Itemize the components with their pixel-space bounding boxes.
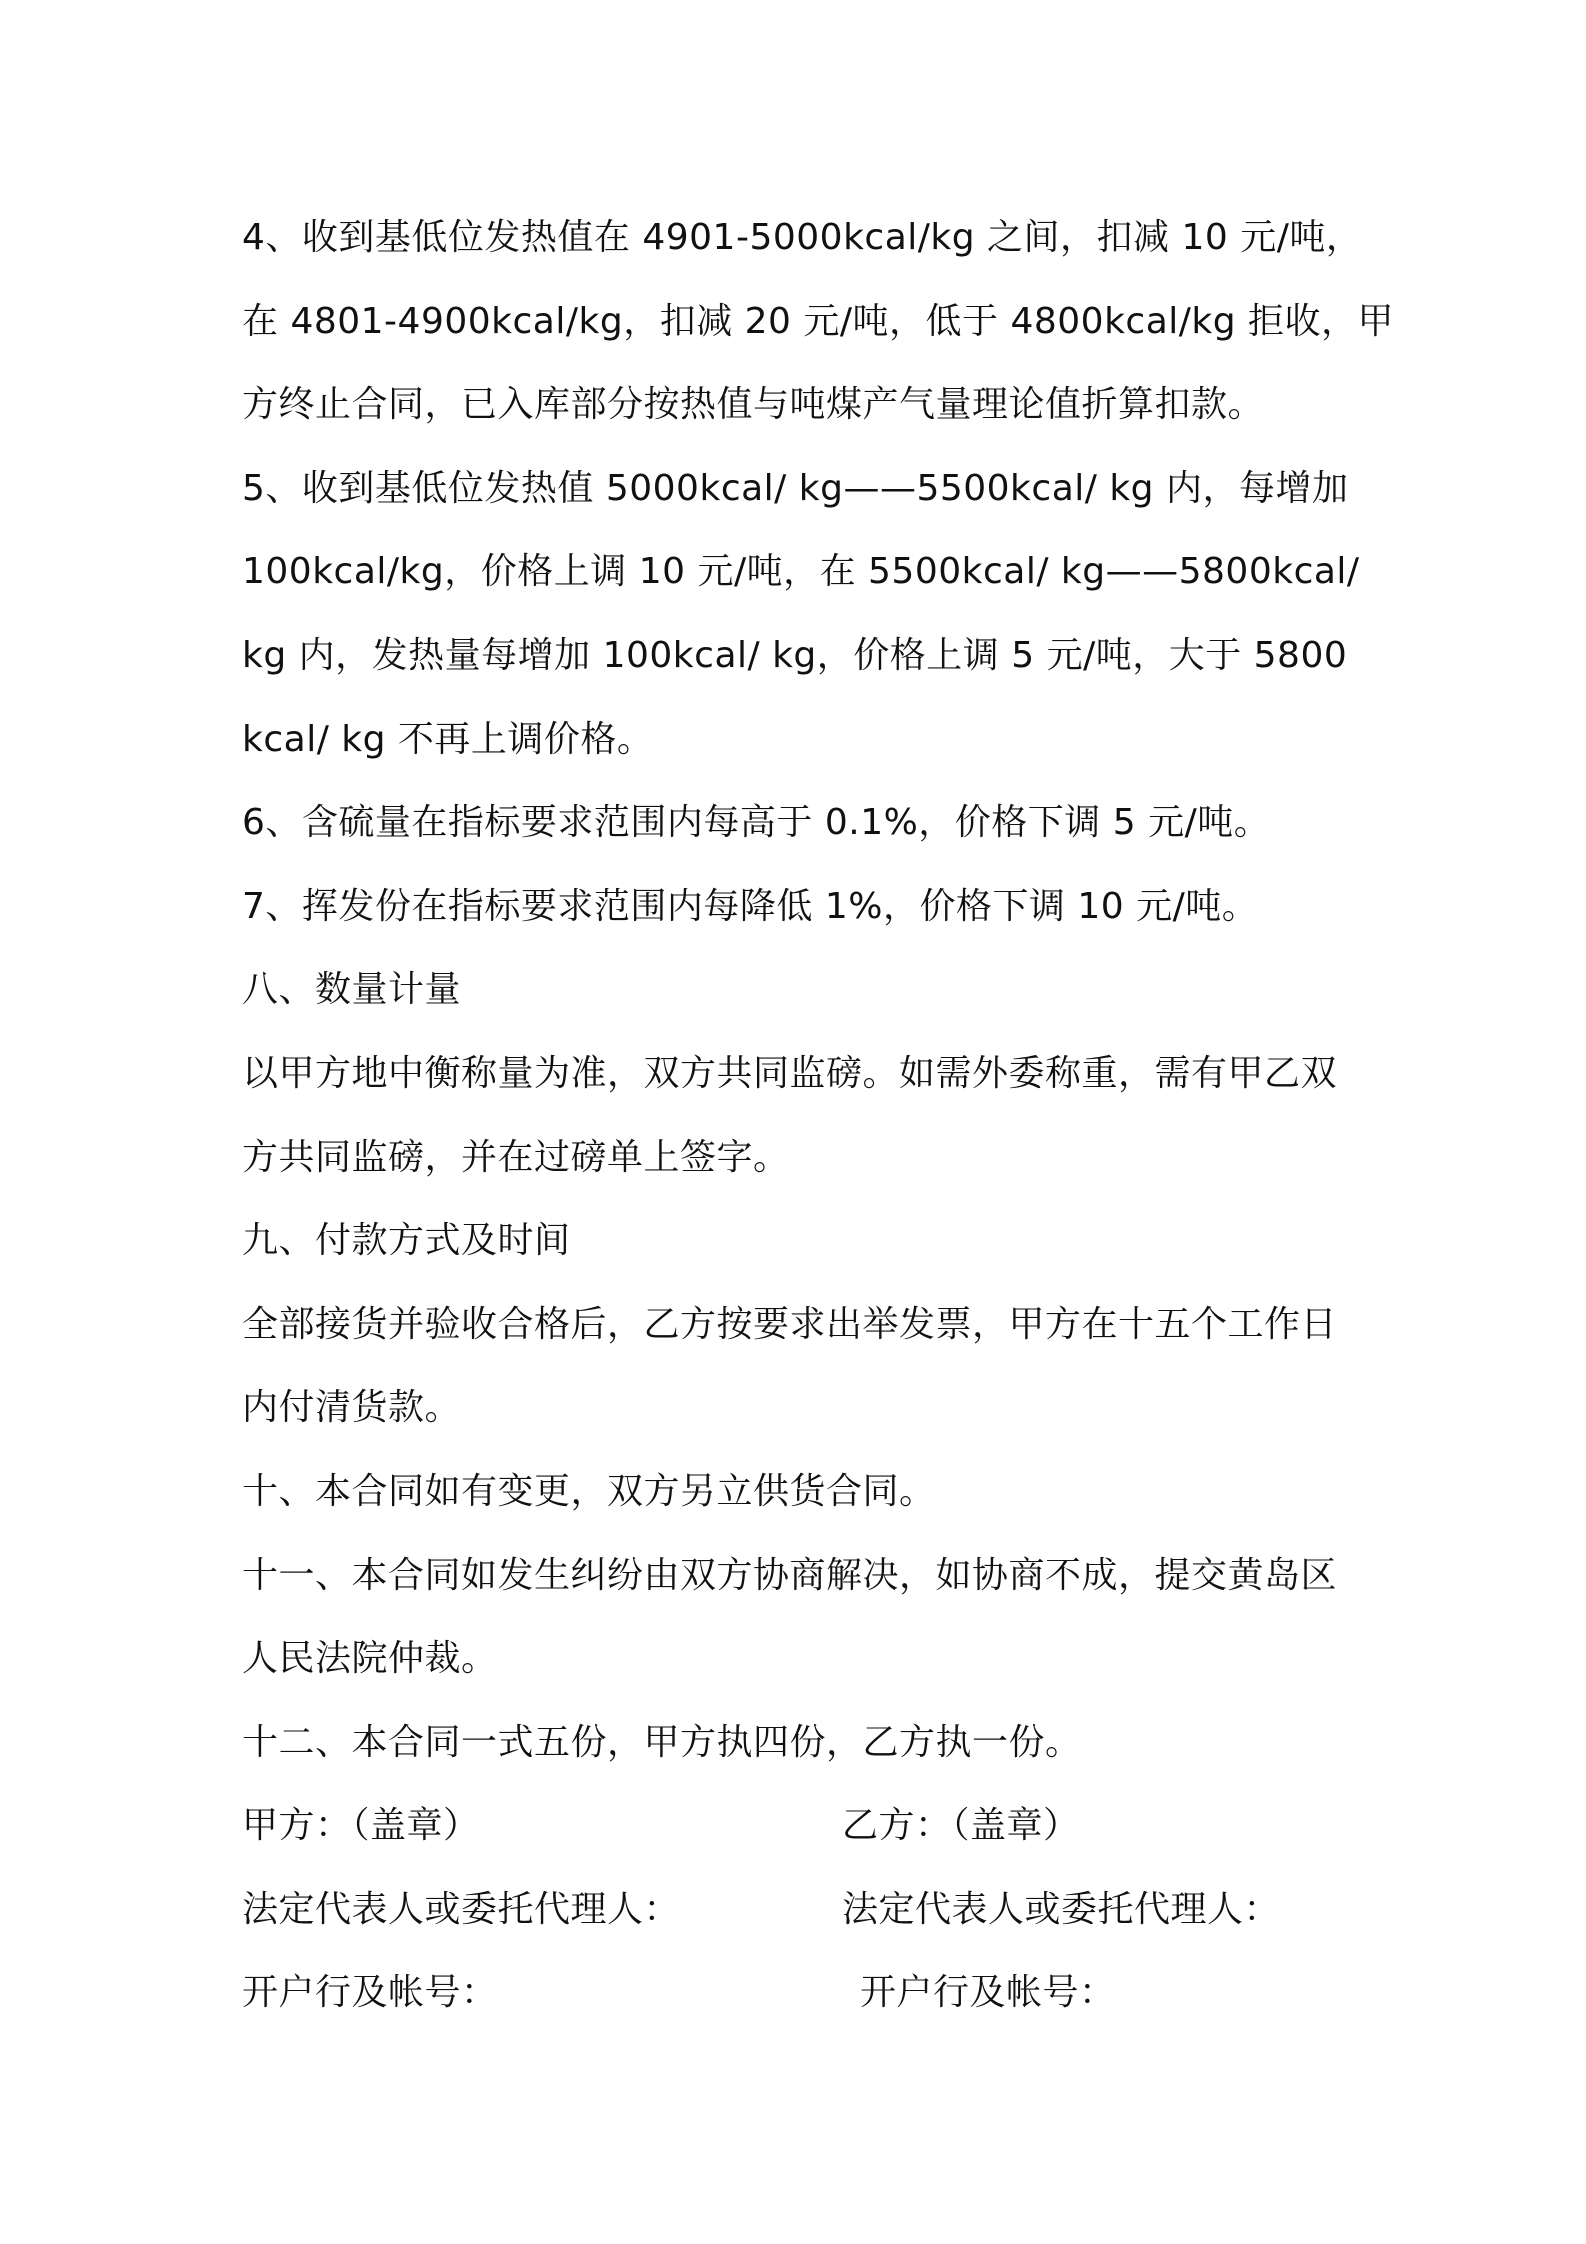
clause-5-line-4: kcal/ kg 不再上调价格。 bbox=[242, 718, 654, 760]
section-10: 十、本合同如有变更，双方另立供货合同。 bbox=[242, 1470, 936, 1512]
clause-4-line-3: 方终止合同，已入库部分按热值与吨煤产气量理论值折算扣款。 bbox=[242, 384, 1265, 426]
clause-5-line-3: kg 内，发热量每增加 100kcal/ kg，价格上调 5 元/吨，大于 5800 bbox=[242, 634, 1348, 676]
section-9-line-2: 内付清货款。 bbox=[242, 1387, 462, 1429]
contract-body bbox=[242, 196, 1395, 2035]
clause-5-line-1: 5、收到基低位发热值 5000kcal/ kg——5500kcal/ kg 内，每增加 bbox=[242, 467, 1349, 509]
clause-4-line-2: 在 4801-4900kcal/kg，扣减 20 元/吨，低于 4800kcal/kg 拒收，甲 bbox=[242, 300, 1395, 342]
clause-4-line-1: 4、收到基低位发热值在 4901-5000kcal/kg 之间，扣减 10 元/吨， bbox=[242, 217, 1363, 258]
seal-row bbox=[242, 1784, 1362, 1868]
section-12: 十二、本合同一式五份，甲方执四份，乙方执一份。 bbox=[242, 1721, 1082, 1763]
party-a-seal: 甲方：（盖章） bbox=[242, 1805, 480, 1847]
section-8-heading: 八、数量计量 bbox=[242, 969, 462, 1011]
party-a-representative: 法定代表人或委托代理人： bbox=[242, 1888, 681, 1930]
party-a-bank-account: 开户行及帐号： bbox=[242, 1972, 498, 2014]
party-b-bank-account: 开户行及帐号： bbox=[860, 1972, 1116, 2014]
section-8-line-1: 以甲方地中衡称量为准，双方共同监磅。如需外委称重，需有甲乙双 bbox=[242, 1052, 1338, 1094]
clause-6: 6、含硫量在指标要求范围内每高于 0.1%，价格下调 5 元/吨。 bbox=[242, 802, 1271, 844]
clause-5-line-2: 100kcal/kg，价格上调 10 元/吨，在 5500kcal/ kg——5800kcal/ bbox=[242, 551, 1360, 593]
section-9-line-1: 全部接货并验收合格后，乙方按要求出举发票，甲方在十五个工作日 bbox=[242, 1303, 1338, 1345]
representative-row bbox=[242, 1868, 1362, 1952]
bank-row bbox=[242, 1951, 1362, 2035]
section-11-line-1: 十一、本合同如发生纠纷由双方协商解决，如协商不成，提交黄岛区 bbox=[242, 1554, 1338, 1596]
party-b-representative: 法定代表人或委托代理人： bbox=[842, 1888, 1281, 1930]
section-11-line-2: 人民法院仲裁。 bbox=[242, 1638, 498, 1680]
party-b-seal: 乙方：（盖章） bbox=[842, 1805, 1080, 1847]
section-8-line-2: 方共同监磅，并在过磅单上签字。 bbox=[242, 1136, 790, 1178]
clause-7: 7、挥发份在指标要求范围内每降低 1%，价格下调 10 元/吨。 bbox=[242, 885, 1259, 927]
section-9-heading: 九、付款方式及时间 bbox=[242, 1220, 571, 1262]
